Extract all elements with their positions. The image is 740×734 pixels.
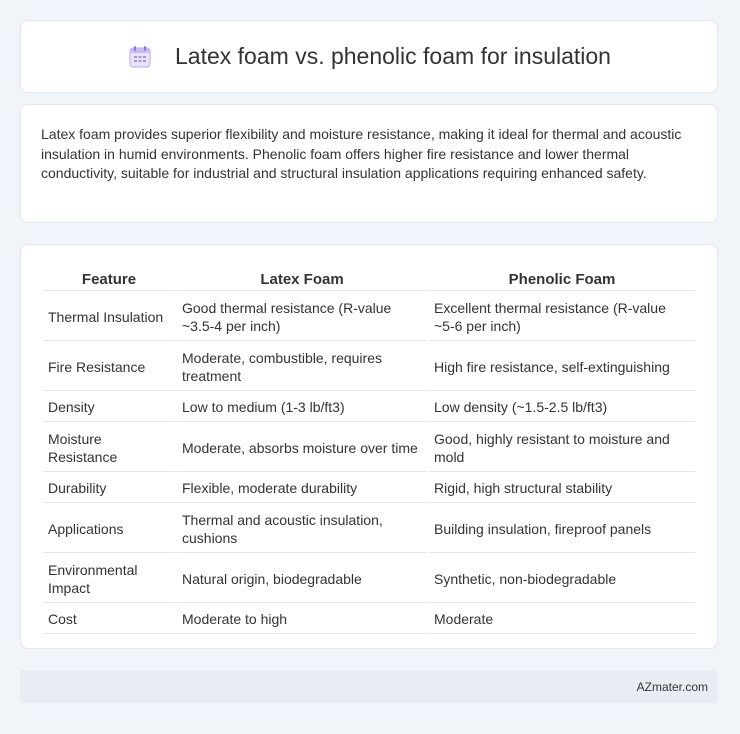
- phenolic-cell: Moderate: [429, 605, 695, 634]
- latex-cell: Good thermal resistance (R-value ~3.5-4 per inch): [177, 293, 427, 341]
- table-row: [43, 555, 695, 603]
- table-row: [43, 343, 695, 391]
- latex-cell: Thermal and acoustic insulation, cushions: [177, 505, 427, 553]
- feature-cell: Durability: [43, 474, 175, 503]
- phenolic-cell: Excellent thermal resistance (R-value ~5-6 per inch): [429, 293, 695, 341]
- comparison-table: [41, 265, 697, 636]
- calendar-icon: [127, 44, 153, 70]
- feature-cell: Applications: [43, 505, 175, 553]
- latex-cell: Moderate to high: [177, 605, 427, 634]
- latex-cell: Moderate, absorbs moisture over time: [177, 424, 427, 472]
- feature-cell: Thermal Insulation: [43, 293, 175, 341]
- table-row: [43, 605, 695, 634]
- title-card: [20, 20, 718, 93]
- feature-cell: Environmental Impact: [43, 555, 175, 603]
- feature-cell: Fire Resistance: [43, 343, 175, 391]
- table-card: [20, 244, 718, 649]
- header-feature: Feature: [43, 267, 175, 291]
- latex-cell: Low to medium (1-3 lb/ft3): [177, 393, 427, 422]
- latex-cell: Flexible, moderate durability: [177, 474, 427, 503]
- footer-brand: AZmater.com: [636, 679, 708, 694]
- intro-card: [20, 104, 718, 223]
- table-row: [43, 424, 695, 472]
- page-title: Latex foam vs. phenolic foam for insulation: [175, 43, 611, 69]
- table-row: [43, 474, 695, 503]
- phenolic-cell: Good, highly resistant to moisture and mold: [429, 424, 695, 472]
- phenolic-cell: Building insulation, fireproof panels: [429, 505, 695, 553]
- table-row: [43, 505, 695, 553]
- phenolic-cell: Rigid, high structural stability: [429, 474, 695, 503]
- feature-cell: Moisture Resistance: [43, 424, 175, 472]
- header-latex-foam: Latex Foam: [177, 267, 427, 291]
- phenolic-cell: Synthetic, non-biodegradable: [429, 555, 695, 603]
- table-row: [43, 393, 695, 422]
- phenolic-cell: Low density (~1.5-2.5 lb/ft3): [429, 393, 695, 422]
- intro-text: Latex foam provides superior flexibility and moisture resistance, making it ideal for thermal and acoustic insulation in humid environments. Phenolic foam offers higher fire resistance and lower thermal conductivity, suitable for industrial and structural insulation applications requiring enhanced safety.: [41, 126, 682, 181]
- footer: [20, 670, 718, 703]
- feature-cell: Cost: [43, 605, 175, 634]
- table-row: [43, 293, 695, 341]
- latex-cell: Natural origin, biodegradable: [177, 555, 427, 603]
- header-phenolic-foam: Phenolic Foam: [429, 267, 695, 291]
- latex-cell: Moderate, combustible, requires treatment: [177, 343, 427, 391]
- table-header-row: [43, 267, 695, 291]
- feature-cell: Density: [43, 393, 175, 422]
- phenolic-cell: High fire resistance, self-extinguishing: [429, 343, 695, 391]
